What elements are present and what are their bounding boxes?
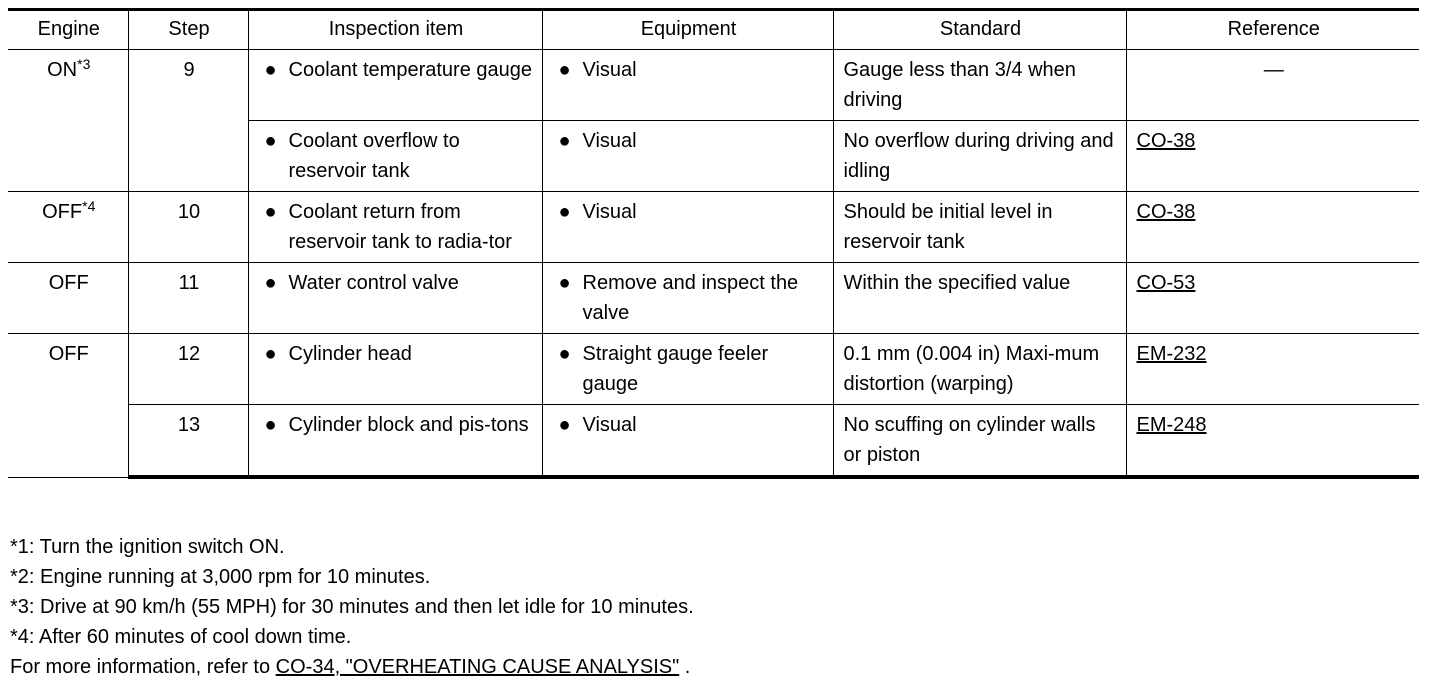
header-engine: Engine	[8, 10, 128, 50]
reference-cell[interactable]	[1126, 121, 1419, 192]
reference-cell[interactable]	[1126, 192, 1419, 263]
equipment-cell: ● Visual	[542, 192, 833, 263]
step-cell: 11	[128, 263, 248, 334]
standard-cell: 0.1 mm (0.004 in) Maxi-mum distortion (warping)	[833, 334, 1126, 405]
inspection-table	[8, 8, 1419, 479]
table-row	[8, 334, 1419, 405]
reference-cell[interactable]	[1126, 263, 1419, 334]
more-info-link[interactable]: CO-34, "OVERHEATING CAUSE ANALYSIS"	[275, 656, 680, 678]
inspection-item-cell: ● Cylinder block and pis-tons	[248, 405, 542, 478]
step-cell: 12	[128, 334, 248, 405]
bullet-icon: ●	[558, 272, 571, 294]
equipment-cell: ● Visual	[542, 121, 833, 192]
reference-cell: —	[1126, 50, 1419, 121]
equipment-cell: ● Visual	[542, 50, 833, 121]
inspection-item-cell: ● Water control valve	[248, 263, 542, 334]
standard-cell: Within the specified value	[833, 263, 1126, 334]
inspection-item-cell: ● Coolant return from reservoir tank to radia-tor	[248, 192, 542, 263]
reference-link[interactable]: EM-248	[1136, 414, 1207, 436]
reference-cell[interactable]	[1126, 405, 1419, 478]
equipment-cell: ● Remove and inspect the valve	[542, 263, 833, 334]
header-standard: Standard	[833, 10, 1126, 50]
step-cell: 10	[128, 192, 248, 263]
engine-cell: OFF$^{*4}$	[8, 192, 128, 263]
reference-link[interactable]: CO-38	[1136, 130, 1196, 152]
header-inspection-item: Inspection item	[248, 10, 542, 50]
engine-cell: OFF	[8, 263, 128, 334]
footnotes	[10, 532, 694, 682]
standard-cell: No scuffing on cylinder walls or piston	[833, 405, 1126, 478]
bullet-icon: ●	[264, 59, 277, 81]
table-row	[8, 192, 1419, 263]
standard-cell: No overflow during driving and idling	[833, 121, 1126, 192]
bullet-icon: ●	[558, 343, 571, 365]
reference-cell[interactable]	[1126, 334, 1419, 405]
more-info-line: For more information, refer to CO-34, "OVERHEATING CAUSE ANALYSIS" .	[10, 656, 691, 678]
standard-cell: Should be initial level in reservoir tank	[833, 192, 1126, 263]
bullet-icon: ●	[558, 130, 571, 152]
reference-link[interactable]: EM-232	[1136, 343, 1207, 365]
footnote: *1: Turn the ignition switch ON.	[10, 536, 285, 558]
header-row	[8, 10, 1419, 50]
footnote: *2: Engine running at 3,000 rpm for 10 minutes.	[10, 566, 431, 588]
bullet-icon: ●	[264, 414, 277, 436]
bullet-icon: ●	[264, 272, 277, 294]
standard-cell: Gauge less than 3/4 when driving	[833, 50, 1126, 121]
table-row	[8, 50, 1419, 121]
reference-link[interactable]: CO-53	[1136, 272, 1196, 294]
bullet-icon: ●	[558, 414, 571, 436]
header-equipment: Equipment	[542, 10, 833, 50]
bullet-icon: ●	[264, 201, 277, 223]
reference-link[interactable]: CO-38	[1136, 201, 1196, 223]
step-cell: 9	[128, 50, 248, 192]
header-reference: Reference	[1126, 10, 1419, 50]
bullet-icon: ●	[558, 59, 571, 81]
equipment-cell: ● Visual	[542, 405, 833, 478]
inspection-item-cell: ● Coolant temperature gauge	[248, 50, 542, 121]
table-row	[8, 263, 1419, 334]
bullet-icon: ●	[558, 201, 571, 223]
bullet-icon: ●	[264, 343, 277, 365]
engine-cell: ON$^{*3}$	[8, 50, 128, 192]
header-step: Step	[128, 10, 248, 50]
bullet-icon: ●	[264, 130, 277, 152]
inspection-item-cell: ● Coolant overflow to reservoir tank	[248, 121, 542, 192]
engine-cell: OFF	[8, 334, 128, 478]
footnote: *4: After 60 minutes of cool down time.	[10, 626, 352, 648]
inspection-item-cell: ● Cylinder head	[248, 334, 542, 405]
step-cell: 13	[128, 405, 248, 478]
table-row	[8, 405, 1419, 478]
equipment-cell: ● Straight gauge feeler gauge	[542, 334, 833, 405]
footnote: *3: Drive at 90 km/h (55 MPH) for 30 minutes and then let idle for 10 minutes.	[10, 596, 694, 618]
